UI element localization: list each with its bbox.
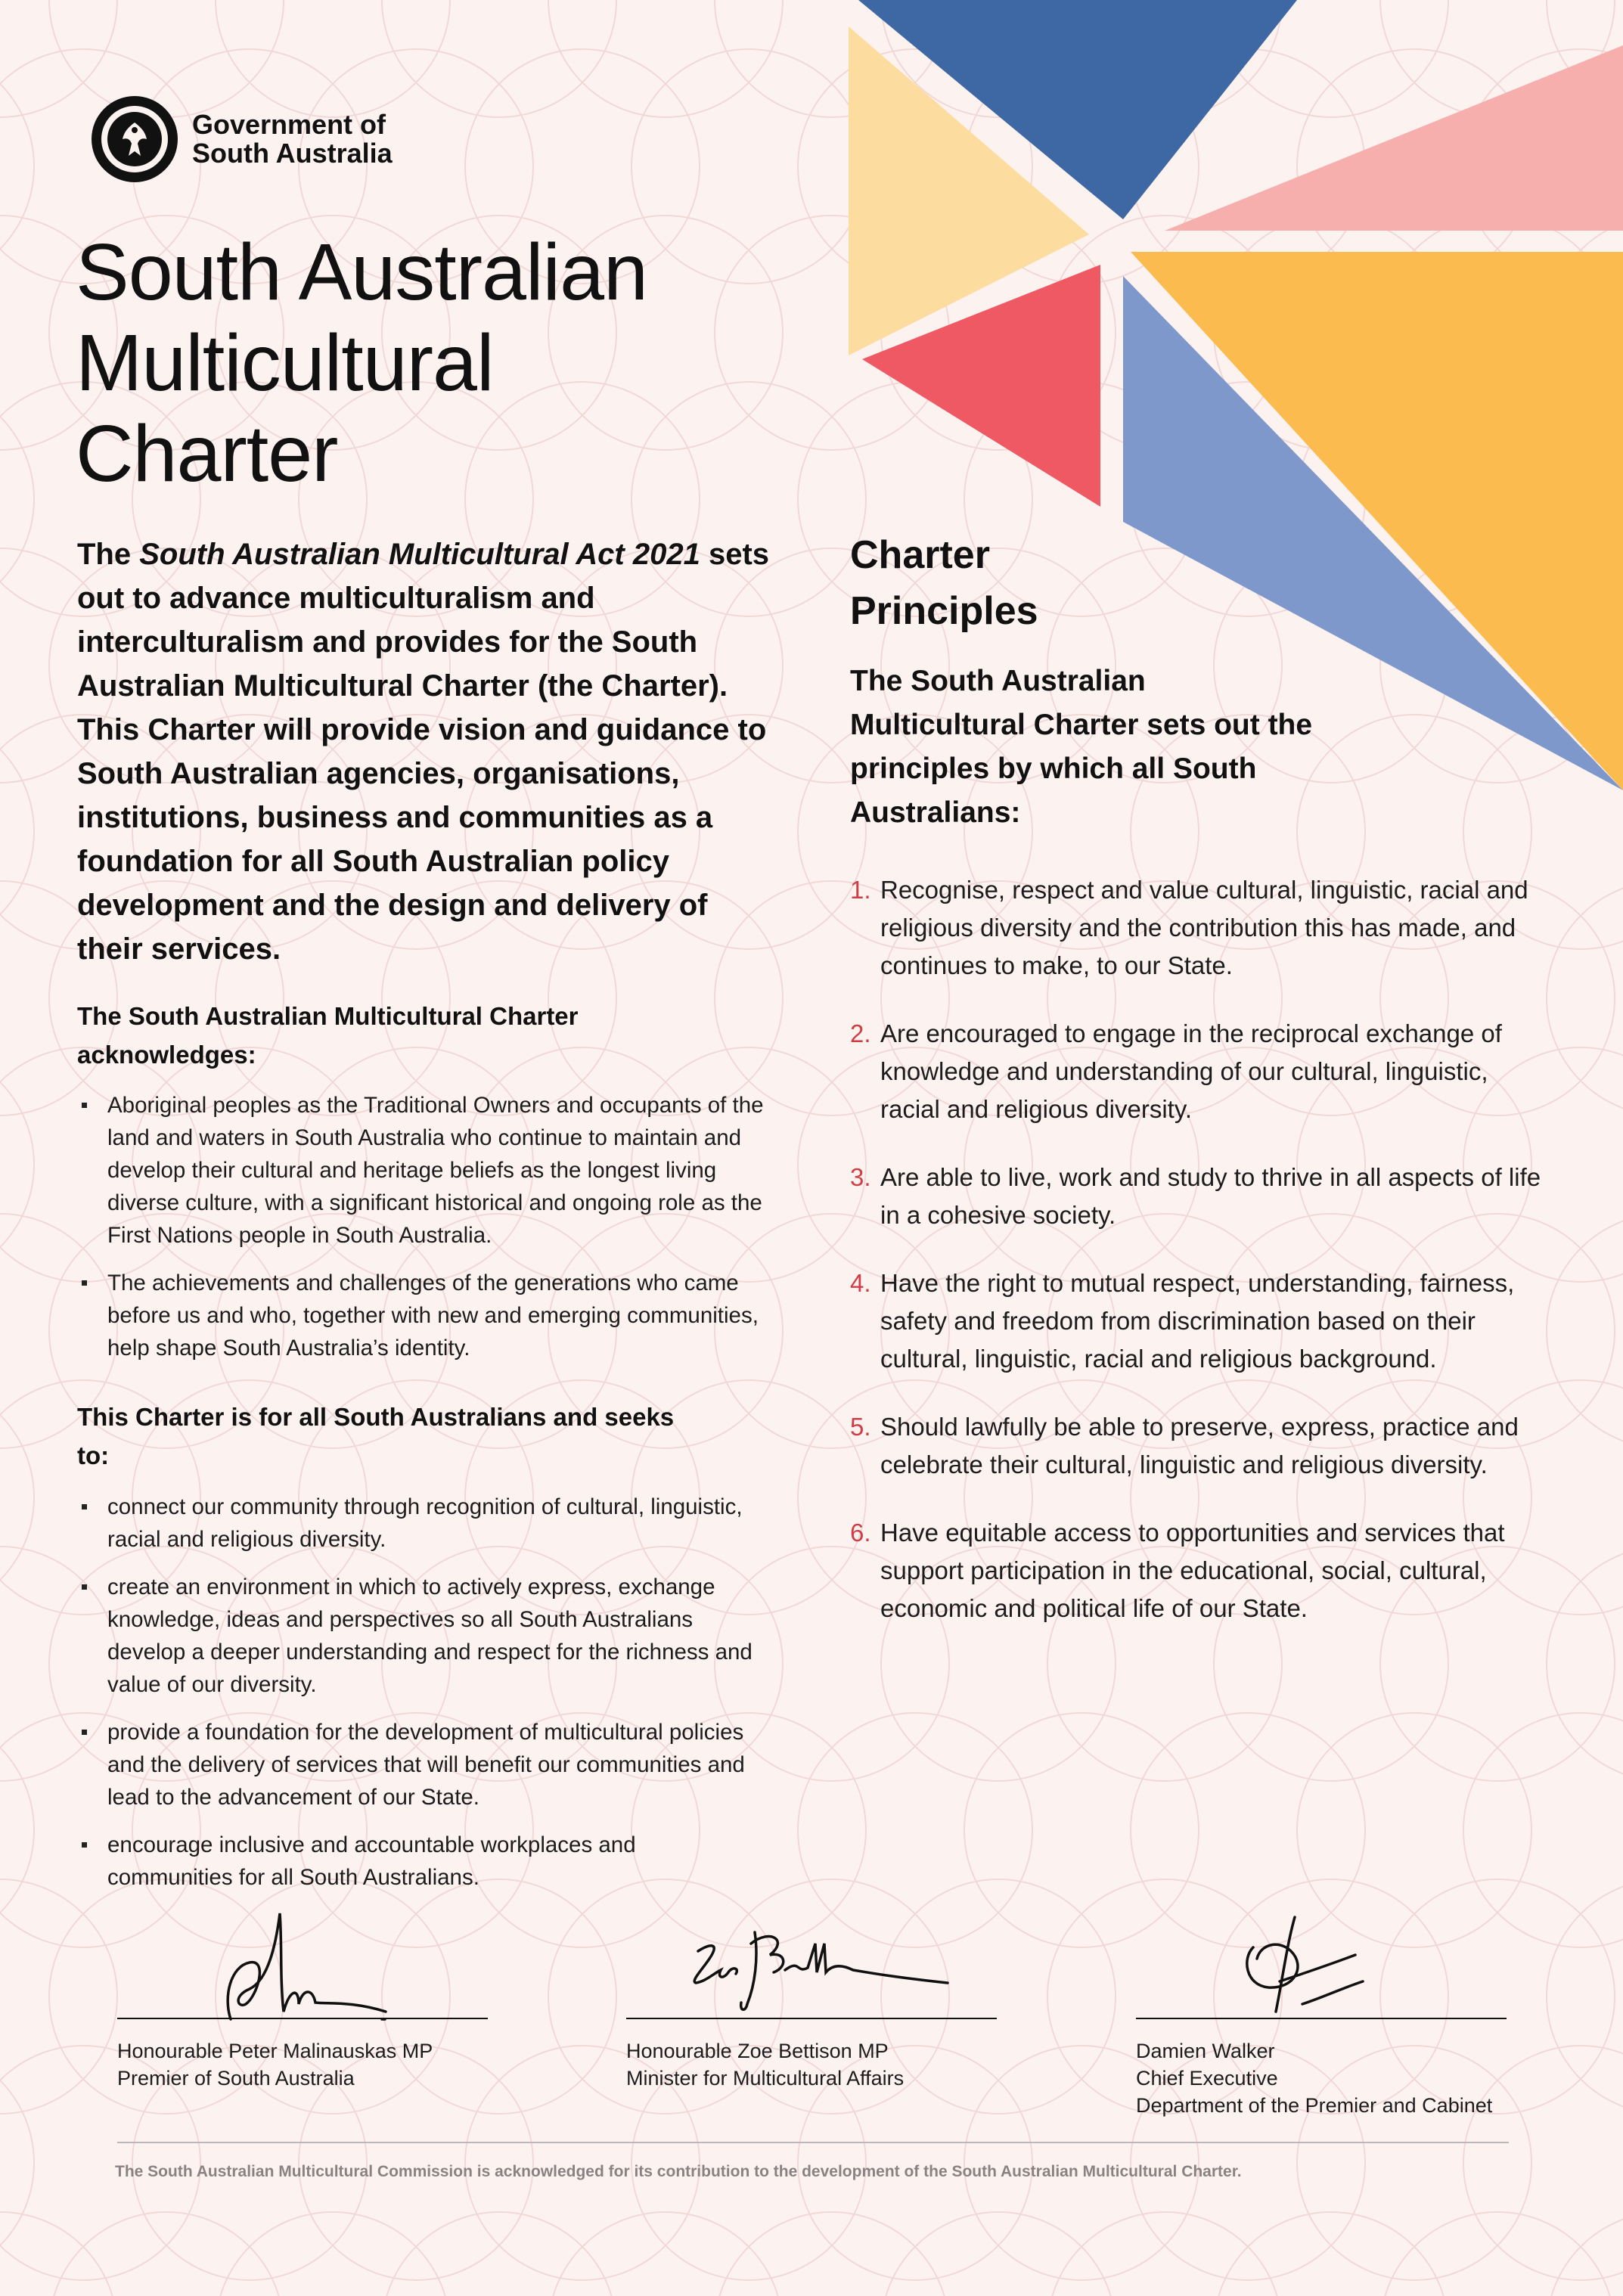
- principles-title-line-2: Principles: [850, 589, 1038, 633]
- signatory-name: Honourable Zoe Bettison MP: [626, 2040, 889, 2062]
- principle-text: Recognise, respect and value cultural, linguistic, racial and religious diversity and the contribution this has made, and continues to make, to our State.: [880, 876, 1528, 979]
- acknowledges-heading: The South Australian Multicultural Charter acknowledges:: [77, 1002, 579, 1069]
- title-line-1: South Australian: [76, 228, 647, 317]
- principle-item: [850, 871, 1553, 985]
- principle-number: 1.: [850, 876, 871, 904]
- principles-title: [850, 527, 1228, 639]
- intro-paragraph: [77, 532, 780, 971]
- footer-divider: [117, 2142, 1509, 2143]
- signatory-role: Minister for Multicultural Affairs: [626, 2067, 905, 2090]
- signature-line: [626, 2018, 997, 2019]
- principle-item: [850, 1514, 1553, 1627]
- signatory-name: Damien Walker: [1136, 2040, 1275, 2062]
- signatory-name: Honourable Peter Malinauskas MP: [117, 2040, 433, 2062]
- list-item: connect our community through recognition of cultural, linguistic, racial and religious diversity.: [77, 1491, 758, 1556]
- intro-post: sets out to advance multiculturalism and interculturalism and provides for the South Australian Multicultural Charter (the Charter). This Charter will provide vision and guidance to South Australian agencies, organisations, institutions, business and communities as a foundation for all South Australian policy development and the design and delivery of their services.: [77, 538, 770, 966]
- principles-title-line-1: Charter: [850, 533, 990, 577]
- principle-text: Are encouraged to engage in the reciprocal exchange of knowledge and understanding of our cultural, linguistic, racial and religious diversity.: [880, 1019, 1502, 1123]
- list-item: encourage inclusive and accountable workplaces and communities for all South Australians.: [77, 1829, 758, 1894]
- list-item: provide a foundation for the development of multicultural policies and the delivery of services that will benefit our communities and lead to the advancement of our State.: [77, 1716, 758, 1814]
- seeks-list: [77, 1491, 758, 1909]
- acknowledges-list: [77, 1089, 780, 1379]
- principle-item: [850, 1264, 1553, 1378]
- principle-text: Are able to live, work and study to thrive in all aspects of life in a cohesive society.: [880, 1163, 1541, 1229]
- signature-mark: [117, 1898, 488, 2034]
- principle-number: 4.: [850, 1269, 871, 1297]
- page-title: [76, 227, 756, 499]
- logo-line-2: South Australia: [192, 138, 393, 169]
- piping-shrike-seal-icon: [89, 94, 180, 185]
- footer-acknowledgement: The South Australian Multicultural Commission is acknowledged for its contribution to the development of the South Australian Multicultural Charter.: [115, 2163, 1242, 2180]
- principle-text: Have the right to mutual respect, understanding, fairness, safety and freedom from discrimination based on their cultural, linguistic, racial and religious background.: [880, 1269, 1515, 1373]
- signature-mark: [626, 1898, 997, 2034]
- signature-mark: [1136, 1898, 1507, 2034]
- principles-intro: The South Australian Multicultural Charter sets out the principles by which all South Australians:: [850, 665, 1313, 829]
- list-item: Aboriginal peoples as the Traditional Owners and occupants of the land and waters in South Australia who continue to maintain and develop their cultural and heritage beliefs as the longest living diverse culture, with a significant historical and ongoing role as the First Nations people in South Australia.: [77, 1089, 780, 1252]
- list-item: The achievements and challenges of the generations who came before us and who, together with new and emerging communities, help shape South Australia’s identity.: [77, 1267, 780, 1364]
- signatory-org: Department of the Premier and Cabinet: [1136, 2094, 1493, 2117]
- signatory-details: [626, 2037, 904, 2092]
- principle-number: 6.: [850, 1519, 871, 1547]
- logo-line-1: Government of: [192, 109, 386, 140]
- principle-number: 5.: [850, 1413, 871, 1441]
- list-item: create an environment in which to actively express, exchange knowledge, ideas and perspectives so all South Australians develop a deeper understanding and respect for the richness and value of our diversity.: [77, 1571, 758, 1701]
- principles-list: [850, 871, 1553, 1658]
- principle-number: 2.: [850, 1019, 871, 1047]
- seeks-heading: This Charter is for all South Australians and seeks to:: [77, 1403, 675, 1469]
- signatory-details: [1136, 2037, 1492, 2119]
- intro-act-name: South Australian Multicultural Act 2021: [139, 538, 700, 571]
- signature-line: [117, 2018, 488, 2019]
- signatory-details: [117, 2037, 433, 2092]
- title-line-3: Charter: [76, 409, 338, 498]
- intro-pre: The: [77, 538, 140, 571]
- signatory-role: Chief Executive: [1136, 2067, 1278, 2090]
- government-logo: [89, 94, 393, 185]
- signature-line: [1136, 2018, 1507, 2019]
- title-line-2: Multicultural: [76, 318, 494, 408]
- signatory-role: Premier of South Australia: [117, 2067, 355, 2090]
- principle-item: [850, 1408, 1553, 1484]
- principle-number: 3.: [850, 1163, 871, 1191]
- principle-text: Should lawfully be able to preserve, express, practice and celebrate their cultural, linguistic and religious diversity.: [880, 1413, 1519, 1478]
- logo-wordmark: [192, 110, 393, 168]
- principle-text: Have equitable access to opportunities and services that support participation in the educational, social, cultural, economic and political life of our State.: [880, 1519, 1505, 1622]
- principle-item: [850, 1159, 1553, 1234]
- principle-item: [850, 1015, 1553, 1128]
